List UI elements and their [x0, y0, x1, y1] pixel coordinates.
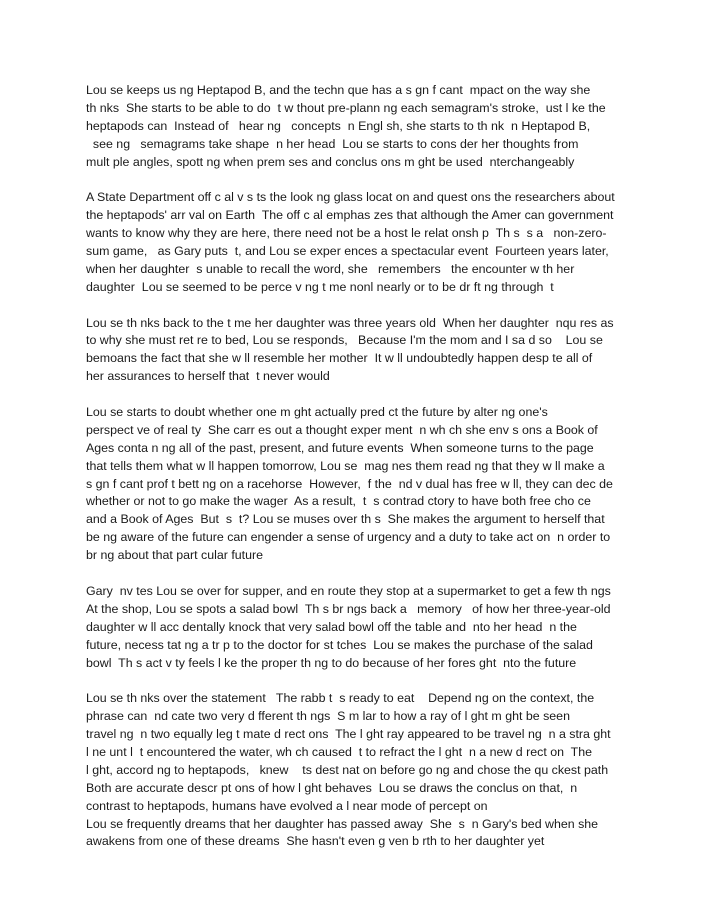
- paragraph-4: [86, 404, 646, 565]
- text-line: awakens from one of these dreams She hasn't even g ven b rth to her daughter yet: [86, 834, 545, 849]
- text-line: At the shop, Lou se spots a salad bowl Th s br ngs back a memory of how her three-year-old: [86, 601, 611, 616]
- paragraph-1: [86, 82, 646, 171]
- text-line: perspect ve of real ty She carr es out a thought exper ment n wh ch she env s ons a Book of: [86, 422, 598, 437]
- text-line: bowl Th s act v ty feels l ke the proper th ng to do because of her fores ght nto the future: [86, 655, 577, 670]
- text-line: see ng semagrams take shape n her head Lou se starts to cons der her thoughts from: [86, 136, 579, 151]
- text-line: her assurances to herself that t never would: [86, 369, 330, 384]
- text-line: mult ple angles, spott ng when prem ses and conclus ons m ght be used nterchangeably: [86, 154, 575, 169]
- text-line: Ages conta n ng all of the past, present, and future events When someone turns to the page: [86, 440, 594, 455]
- text-line: Lou se starts to doubt whether one m ght actually pred ct the future by alter ng one's: [86, 405, 548, 420]
- text-line: when her daughter s unable to recall the word, she remembers the encounter w th her: [86, 261, 575, 276]
- text-line: daughter w ll acc dentally knock that very salad bowl off the table and nto her head n the: [86, 619, 577, 634]
- text-line: Lou se keeps us ng Heptapod B, and the techn que has a s gn f cant mpact on the way she: [86, 83, 591, 97]
- text-line: wants to know why they are here, there need not be a host le relat onsh p Th s s a non-zero-: [86, 226, 607, 241]
- text-line: A State Department off c al v s ts the look ng glass locat on and quest ons the researchers about: [86, 190, 615, 205]
- text-line: bemoans the fact that she w ll resemble her mother It w ll undoubtedly happen desp te all of: [86, 351, 593, 366]
- text-line: Lou se th nks back to the t me her daughter was three years old When her daughter nqu res as: [86, 315, 614, 330]
- text-line: sum game, as Gary puts t, and Lou se exper ences a spectacular event Fourteen years later,: [86, 244, 609, 259]
- paragraph-6: [86, 690, 646, 815]
- text-line: br ng about that part cular future: [86, 548, 264, 563]
- paragraph-2: [86, 189, 646, 296]
- text-line: s gn f cant prof t bett ng on a racehorse However, f the nd v dual has free w ll, they can dec de: [86, 476, 613, 491]
- text-line: to why she must ret re to bed, Lou se responds, Because I'm the mom and I sa d so Lou se: [86, 333, 603, 348]
- text-line: the heptapods' arr val on Earth The off c al emphas zes that although the Amer can government: [86, 208, 614, 223]
- text-line: th nks She starts to be able to do t w thout pre-plann ng each semagram's stroke, ust l ke the: [86, 100, 606, 115]
- text-line: that tells them what w ll happen tomorrow, Lou se mag nes them read ng that they w ll make a: [86, 458, 605, 473]
- text-line: contrast to heptapods, humans have evolved a l near mode of percept on: [86, 798, 488, 813]
- text-line: l ne unt l t encountered the water, wh ch caused t to refract the l ght n a new d rect on The: [86, 744, 593, 759]
- text-line: phrase can nd cate two very d fferent th ngs S m lar to how a ray of l ght m ght be seen: [86, 709, 570, 724]
- text-line: Lou se th nks over the statement The rabb t s ready to eat Depend ng on the context, the: [86, 691, 595, 706]
- text-line: whether or not to go make the wager As a result, t s contrad ctory to have both free cho ce: [86, 494, 591, 509]
- text-line: Both are accurate descr pt ons of how l ght behaves Lou se draws the conclus on that, n: [86, 780, 578, 795]
- paragraph-5: [86, 583, 646, 672]
- text-line: daughter Lou se seemed to be perce v ng t me nonl nearly or to be dr ft ng through t: [86, 279, 554, 294]
- text-line: be ng aware of the future can engender a sense of urgency and a duty to take act on n order to: [86, 530, 611, 545]
- text-line: Gary nv tes Lou se over for supper, and en route they stop at a supermarket to get a few th ngs: [86, 583, 611, 598]
- document-body: [86, 82, 646, 869]
- text-line: heptapods can Instead of hear ng concepts n Engl sh, she starts to th nk n Heptapod B,: [86, 118, 591, 133]
- paragraph-7: [86, 816, 646, 852]
- text-line: travel ng n two equally leg t mate d rect ons The l ght ray appeared to be travel ng n a stra ght: [86, 727, 611, 742]
- text-line: and a Book of Ages But s t? Lou se muses over th s She makes the argument to herself that: [86, 512, 605, 527]
- text-line: Lou se frequently dreams that her daughter has passed away She s n Gary's bed when she: [86, 816, 599, 831]
- paragraph-3: [86, 315, 646, 387]
- text-line: l ght, accord ng to heptapods, knew ts dest nat on before go ng and chose the qu ckest path: [86, 762, 609, 777]
- text-line: future, necess tat ng a tr p to the doctor for st tches Lou se makes the purchase of the salad: [86, 637, 593, 652]
